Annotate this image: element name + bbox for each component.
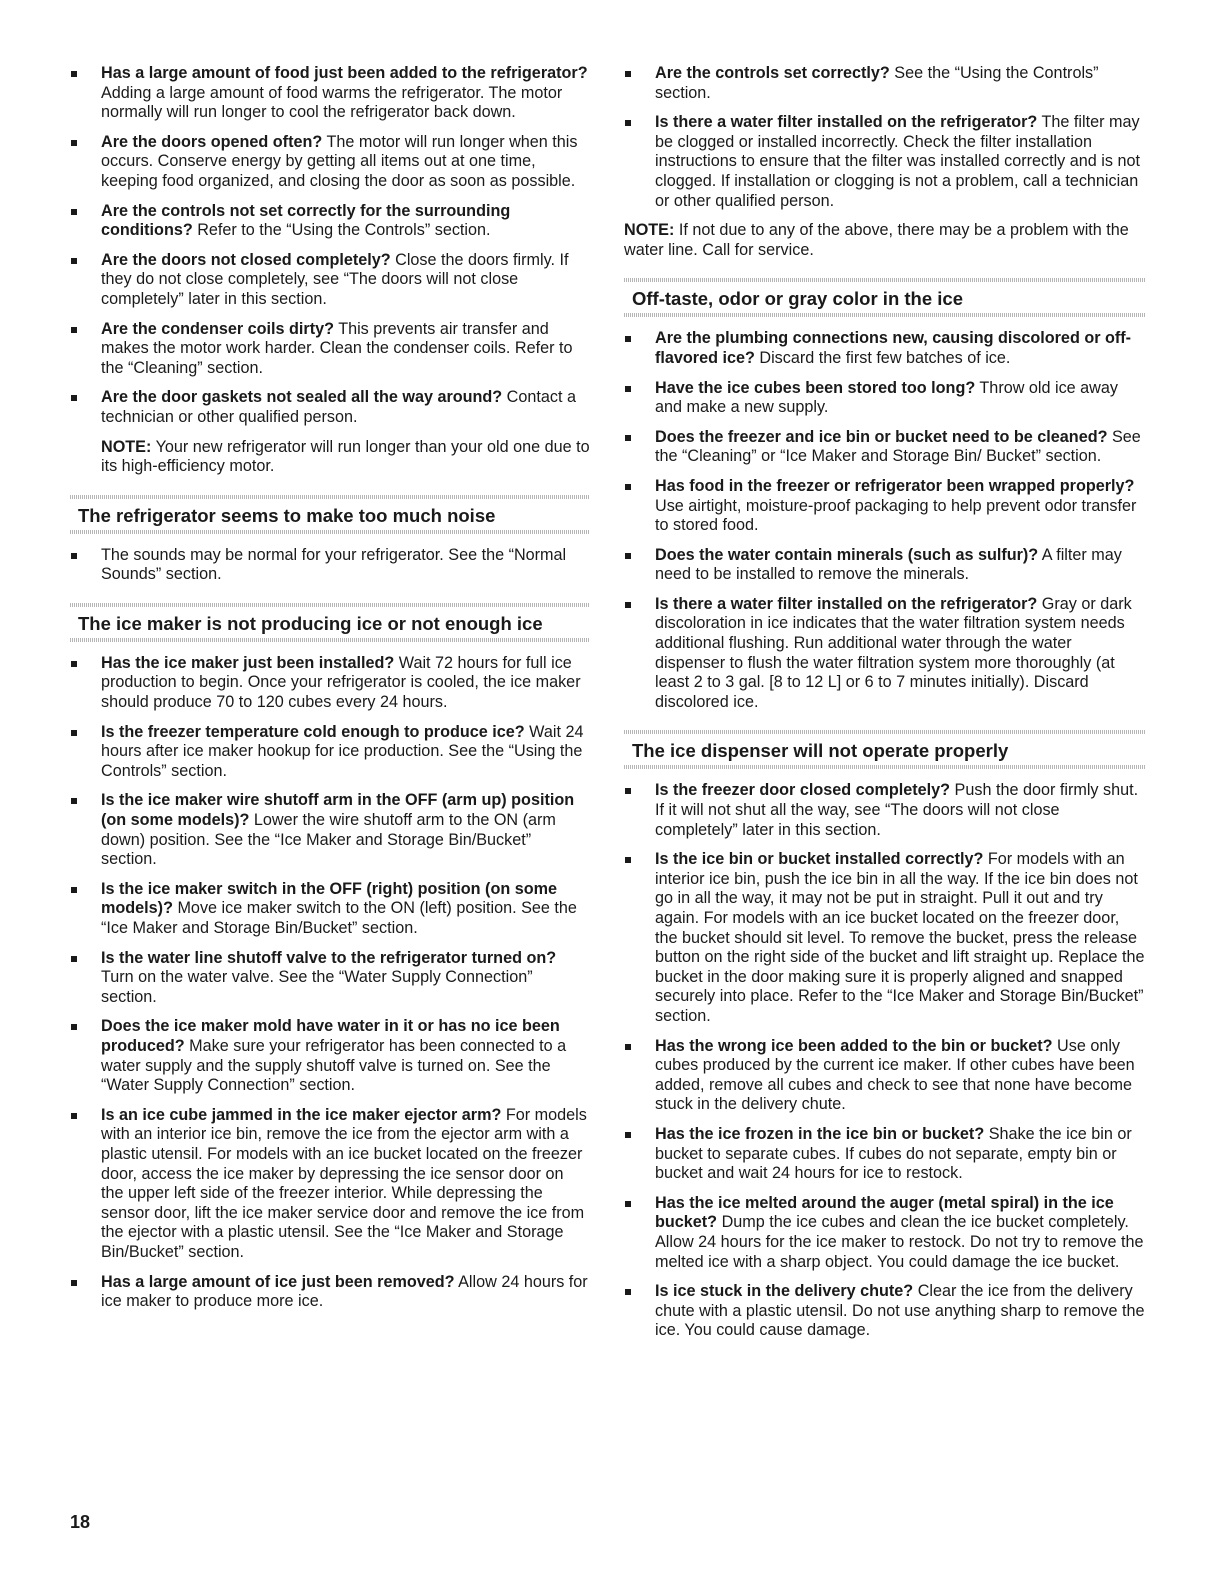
page-number: 18	[70, 1512, 91, 1532]
section-heading: The refrigerator seems to make too much noise	[78, 504, 496, 526]
list-item	[70, 654, 590, 713]
dispenser-list	[624, 781, 1146, 1340]
list-item	[624, 477, 1146, 536]
answer: A filter may need to be installed to remove the minerals.	[655, 545, 1122, 584]
list-item	[624, 1194, 1146, 1272]
question: Are the doors not closed completely?	[101, 250, 391, 269]
taste-list	[624, 329, 1146, 712]
question: Have the ice cubes been stored too long?	[655, 378, 976, 397]
performance-list	[70, 64, 590, 428]
section-heading: Off-taste, odor or gray color in the ice	[632, 288, 963, 310]
question: Has the ice melted around the auger (metal spiral) in the ice bucket?	[655, 1193, 1114, 1232]
question: Is an ice cube jammed in the ice maker ejector arm?	[101, 1105, 502, 1124]
question: Has a large amount of food just been added to the refrigerator?	[101, 64, 588, 82]
question: Is the freezer door closed completely?	[655, 781, 951, 800]
answer: For models with an interior ice bin, push the ice bin in all the way. If the ice bin does not go in all the way, it may not be put in straight. Pull it out and try again. For models with an ice bucket located on the freezer door, the bucket should sit level. To remove the bucket, press the release button on the right side of the bucket and lift straight up. Replace the bucket in the door making sure it is properly aligned and snapped securely into place. Refer to the “Ice Maker and Storage Bin/Bucket” section.	[655, 850, 1145, 1025]
list-item	[70, 546, 590, 585]
note: NOTE: If not due to any of the above, there may be a problem with the water line. Call for service.	[624, 221, 1129, 259]
list-item	[70, 880, 590, 939]
list-item	[624, 329, 1146, 368]
answer: Shake the ice bin or bucket to separate cubes. If cubes do not separate, empty bin or bucket and wait 24 hours for ice to restock.	[655, 1124, 1132, 1183]
question: Does the freezer and ice bin or bucket need to be cleaned?	[655, 427, 1108, 446]
list-item	[70, 64, 590, 123]
list-item	[624, 1125, 1146, 1184]
rule-bottom	[624, 313, 1146, 317]
list-item	[624, 64, 1146, 103]
question: Has a large amount of ice just been removed?	[101, 1272, 455, 1291]
answer: The filter may be clogged or installed incorrectly. Check the filter installation instructions to ensure that the filter was installed correctly and is not clogged. If installation or clogging is not a problem, call a technician or other qualified person.	[655, 113, 1140, 210]
rule-bottom	[624, 765, 1146, 769]
answer: Make sure your refrigerator has been connected to a water supply and the supply shutoff valve is turned on. See the “Water Supply Connection” section.	[101, 1036, 567, 1095]
list-item	[624, 379, 1146, 418]
list-item	[624, 113, 1146, 211]
answer: Lower the wire shutoff arm to the ON (arm down) position. See the “Ice Maker and Storage Bin/Bucket” section.	[101, 811, 556, 869]
icemaker-list	[70, 654, 590, 1312]
answer: See the “Using the Controls” section.	[655, 64, 1099, 102]
list-item	[624, 546, 1146, 585]
answer: For models with an interior ice bin, remove the ice from the ejector arm with a plastic utensil. For models with an ice bucket located on the freezer door, access the ice maker by depressing the ice sensor door on the upper left side of the freezer interior. While depressing the sensor door, lift the ice maker service door and remove the ice from the ejector with a plastic utensil. See the “Ice Maker and Storage Bin/Bucket” section.	[101, 1105, 587, 1261]
answer: Move ice maker switch to the ON (left) position. See the “Ice Maker and Storage Bin/Bucket” section.	[101, 899, 577, 937]
section-dispenser	[624, 730, 1146, 769]
question: Is the ice maker wire shutoff arm in the OFF (arm up) position (on some models)?	[101, 791, 575, 830]
question: Does the ice maker mold have water in it or has no ice been produced?	[101, 1017, 560, 1055]
list-item	[70, 791, 590, 869]
section-heading: The ice maker is not producing ice or not enough ice	[78, 612, 543, 634]
answer: The sounds may be normal for your refrigerator. See the “Normal Sounds” section.	[101, 545, 567, 584]
answer: Discard the first few batches of ice.	[754, 348, 1011, 367]
question: Are the plumbing connections new, causing discolored or off-flavored ice?	[655, 329, 1132, 367]
question: Has the ice frozen in the ice bin or bucket?	[655, 1124, 985, 1143]
list-item	[70, 723, 590, 782]
answer: Adding a large amount of food warms the refrigerator. The motor normally will run longer to cool the refrigerator back down.	[101, 83, 563, 122]
list-item	[624, 428, 1146, 467]
answer: Wait 72 hours for full ice production to begin. Once your refrigerator is cooled, the ice maker should produce 70 to 120 cubes every 24 hours.	[101, 653, 581, 712]
section-heading: The ice dispenser will not operate properly	[632, 740, 1009, 762]
list-item	[70, 133, 590, 192]
question: Is the water line shutoff valve to the refrigerator turned on?	[101, 948, 557, 967]
answer: Wait 24 hours after ice maker hookup for ice production. See the “Using the Controls” section.	[101, 722, 584, 780]
answer: Refer to the “Using the Controls” section.	[192, 221, 491, 240]
noise-list	[70, 546, 590, 585]
list-item	[624, 595, 1146, 713]
question: Is the ice maker switch in the OFF (right) position (on some models)?	[101, 879, 558, 918]
list-item	[70, 1273, 590, 1312]
question: Are the door gaskets not sealed all the way around?	[101, 388, 503, 407]
question: Is there a water filter installed on the refrigerator?	[655, 113, 1038, 132]
list-item	[70, 202, 590, 241]
answer: Contact a technician or other qualified person.	[101, 388, 576, 426]
question: Is ice stuck in the delivery chute?	[655, 1282, 914, 1301]
section-icemaker	[70, 603, 590, 642]
question: Are the condenser coils dirty?	[101, 319, 334, 338]
list-item	[70, 251, 590, 310]
question: Has the wrong ice been added to the bin or bucket?	[655, 1036, 1053, 1055]
list-item	[624, 850, 1146, 1026]
list-item	[70, 1106, 590, 1263]
section-noise	[70, 495, 590, 534]
question: Is the ice bin or bucket installed correctly?	[655, 850, 984, 869]
section-taste	[624, 278, 1146, 317]
answer: Turn on the water valve. See the “Water Supply Connection” section.	[101, 968, 533, 1006]
answer: This prevents air transfer and makes the motor work harder. Clean the condenser coils. Refer to the “Cleaning” section.	[101, 319, 573, 377]
note: NOTE: Your new refrigerator will run longer than your old one due to its high-efficiency motor.	[101, 437, 590, 476]
list-item	[624, 1037, 1146, 1115]
list-item	[70, 1017, 590, 1095]
answer: Throw old ice away and make a new supply.	[655, 378, 1118, 417]
list-item	[70, 320, 590, 379]
left-column	[70, 64, 590, 1322]
question: Are the controls set correctly?	[655, 64, 890, 82]
question: Is there a water filter installed on the refrigerator?	[655, 594, 1038, 613]
answer: Dump the ice cubes and clean the ice bucket completely. Allow 24 hours for the ice maker to restock. Do not try to remove the melted ice with a sharp object. You could damage the ice bucket.	[655, 1213, 1144, 1271]
question: Has food in the freezer or refrigerator been wrapped properly?	[655, 476, 1135, 495]
rule-bottom	[70, 638, 590, 642]
question: Are the controls not set correctly for the surrounding conditions?	[101, 201, 511, 240]
answer: Close the doors firmly. If they do not close completely, see “The doors will not close completely” later in this section.	[101, 250, 569, 308]
list-item	[70, 949, 590, 1008]
list-item	[70, 388, 590, 427]
answer: Clear the ice from the delivery chute with a plastic utensil. Do not use anything sharp to remove the ice. You could cause damage.	[655, 1282, 1145, 1340]
answer: Use airtight, moisture-proof packaging to help prevent odor transfer to stored food.	[655, 496, 1137, 535]
question: Has the ice maker just been installed?	[101, 653, 395, 672]
answer: See the “Cleaning” or “Ice Maker and Storage Bin/ Bucket” section.	[655, 427, 1141, 466]
answer: Push the door firmly shut. If it will not shut all the way, see “The doors will not close completely” later in this section.	[655, 781, 1139, 839]
answer: Allow 24 hours for ice maker to produce more ice.	[101, 1272, 588, 1311]
answer: Gray or dark discoloration in ice indicates that the water filtration system needs additional flushing. Run additional water through the water dispenser to flush the water filtration system more thoroughly (at least 2 to 3 gal. [8 to 12 L] or 6 to 7 minutes initially). Discard discolored ice.	[655, 594, 1132, 711]
right-column	[624, 64, 1146, 1351]
answer: The motor will run longer when this occurs. Conserve energy by getting all items out at one time, keeping food organized, and closing the door as soon as possible.	[101, 132, 578, 190]
answer: Use only cubes produced by the current ice maker. If other cubes have been added, remove all cubes and check to see that none have become stuck in the delivery chute.	[655, 1036, 1135, 1114]
water-list	[624, 64, 1146, 211]
list-item	[624, 781, 1146, 840]
question: Are the doors opened often?	[101, 132, 323, 151]
rule-bottom	[70, 530, 590, 534]
question: Is the freezer temperature cold enough to produce ice?	[101, 722, 525, 741]
question: Does the water contain minerals (such as sulfur)?	[655, 545, 1039, 564]
list-item	[624, 1282, 1146, 1341]
